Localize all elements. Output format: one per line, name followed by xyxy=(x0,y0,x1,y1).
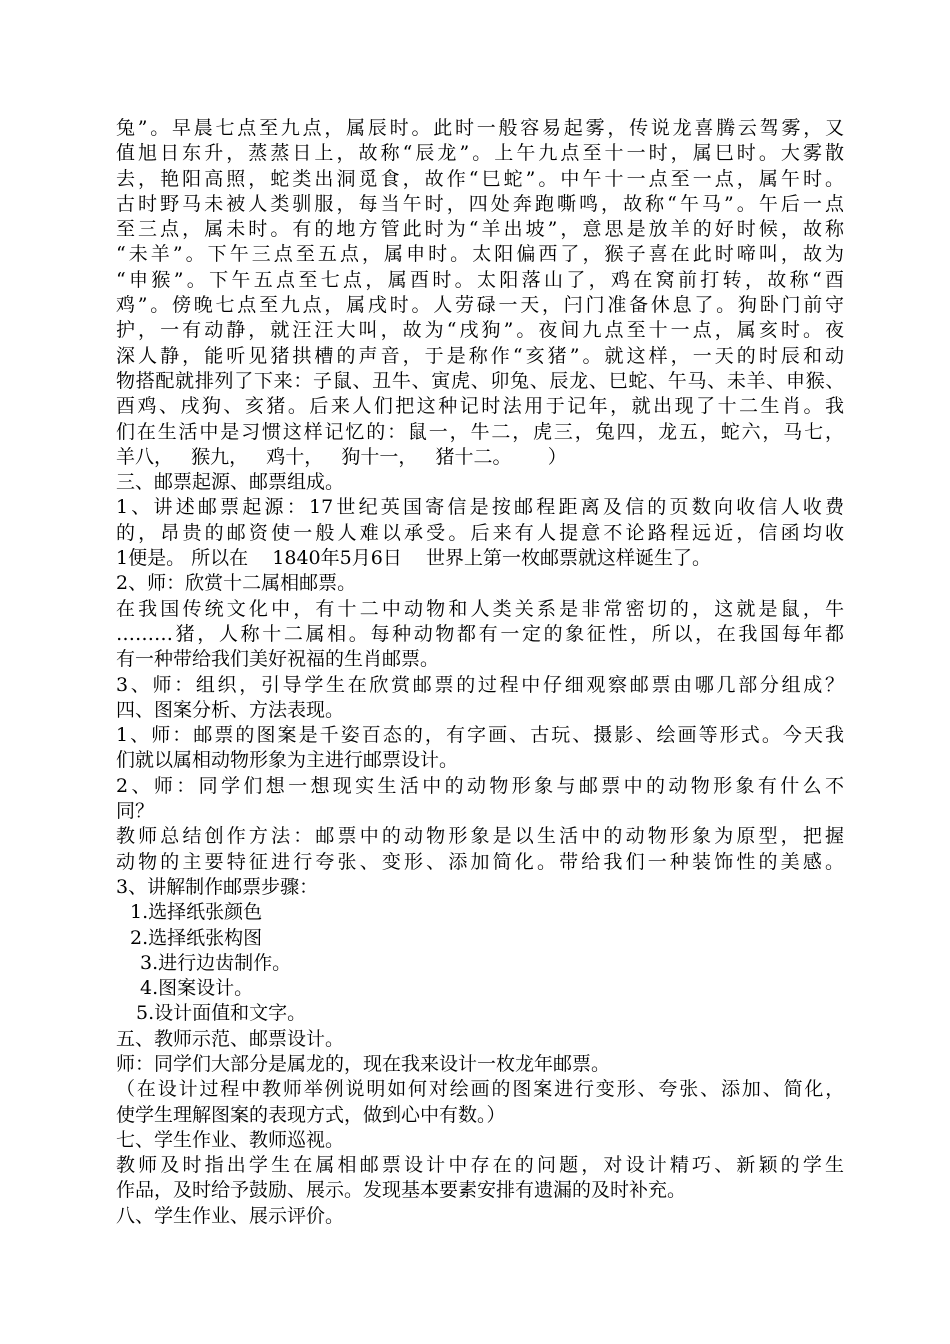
section-heading: 四、图案分析、方法表现。 xyxy=(116,698,345,721)
text-line: 3、师：组织，引导学生在欣赏邮票的过程中仔细观察邮票由哪几部分组成？ xyxy=(116,673,844,696)
text-line: 作品，及时给予鼓励、展示。发现基本要素安排有遗漏的及时补充。 xyxy=(116,1179,687,1202)
text-line: 1、讲述邮票起源：17世纪英国寄信是按邮程距离及信的页数向收信人收费 xyxy=(116,496,844,519)
step-item: 1.选择纸张颜色 xyxy=(130,901,263,924)
text-line: “申猴”。下午五点至七点，属酉时。太阳落山了，鸡在窝前打转，故称“酉 xyxy=(116,268,844,291)
text-line: 在我国传统文化中，有十二中动物和人类关系是非常密切的，这就是鼠，牛 xyxy=(116,597,844,620)
text-line: 们就以属相动物形象为主进行邮票设计。 xyxy=(116,749,459,772)
document-body xyxy=(116,116,844,1229)
text-line: 物搭配就排列了下来：子鼠、丑牛、寅虎、卯兔、辰龙、巳蛇、午马、未羊、申猴、 xyxy=(116,369,844,392)
text-line: 值旭日东升，蒸蒸日上，故称“辰龙”。上午九点至十一时，属巳时。大雾散 xyxy=(116,142,844,165)
text-line: “未羊”。下午三点至五点，属申时。太阳偏西了，猴子喜在此时啼叫，故为 xyxy=(116,243,844,266)
text-line: 兔”。早晨七点至九点，属辰时。此时一般容易起雾，传说龙喜腾云驾雾，又 xyxy=(116,117,844,139)
text-line: 3、讲解制作邮票步骤： xyxy=(116,875,319,898)
text-line: 有一种带给我们美好祝福的生肖邮票。 xyxy=(116,648,440,671)
section-heading: 八、学生作业、展示评价。 xyxy=(116,1204,345,1227)
text-line: 1、师：邮票的图案是千姿百态的，有字画、古玩、摄影、绘画等形式。今天我 xyxy=(116,724,844,747)
text-line: （在设计过程中教师举例说明如何对绘画的图案进行变形、夸张、添加、简化， xyxy=(116,1078,844,1101)
text-line: 2、师：同学们想一想现实生活中的动物形象与邮票中的动物形象有什么不 xyxy=(116,774,844,797)
text-line: 同？ xyxy=(116,800,155,823)
step-item: 4.图案设计。 xyxy=(140,977,254,1000)
text-line: 使学生理解图案的表现方式，做到心中有数。） xyxy=(116,1103,506,1126)
text-line: 酉鸡、戌狗、亥猪。后来人们把这种记时法用于记年，就出现了十二生肖。我 xyxy=(116,395,844,418)
text-line: 古时野马未被人类驯服，每当午时，四处奔跑嘶鸣，故称“午马”。午后一点 xyxy=(116,192,844,215)
text-line: 深人静，能听见猪拱槽的声音，于是称作“亥猪”。就这样，一天的时辰和动 xyxy=(116,344,844,367)
section-heading: 三、邮票起源、邮票组成。 xyxy=(116,471,345,494)
text-line: 鸡”。傍晚七点至九点，属戌时。人劳碌一天，闩门准备休息了。狗卧门前守 xyxy=(116,294,844,317)
text-line: 去，艳阳高照，蛇类出洞觅食，故作“巳蛇”。中午十一点至一点，属午时。 xyxy=(116,167,844,190)
text-line: 至三点，属未时。有的地方管此时为“羊出坡”，意思是放羊的好时候，故称 xyxy=(116,218,844,241)
section-heading: 七、学生作业、教师巡视。 xyxy=(116,1128,345,1151)
text-line: 师：同学们大部分是属龙的，现在我来设计一枚龙年邮票。 xyxy=(116,1052,611,1075)
text-line: 1便是。 所以在 1840年5月6日 世界上第一枚邮票就这样诞生了。 xyxy=(116,547,711,570)
text-line: 的，昂贵的邮资使一般人难以承受。后来有人提意不论路程远近，信函均收 xyxy=(116,521,844,544)
text-line: 护，一有动静，就汪汪大叫，故为“戌狗”。夜间九点至十一点，属亥时。夜 xyxy=(116,319,844,342)
step-item: 5.设计面值和文字。 xyxy=(136,1002,307,1025)
text-line: 教师总结创作方法：邮票中的动物形象是以生活中的动物形象为原型，把握 xyxy=(116,825,844,848)
text-line: 动物的主要特征进行夸张、变形、添加简化。带给我们一种装饰性的美感。 xyxy=(116,850,844,873)
section-heading: 五、教师示范、邮票设计。 xyxy=(116,1027,345,1050)
text-line: 们在生活中是习惯这样记忆的：鼠一，牛二，虎三，兔四，龙五，蛇六，马七， xyxy=(116,420,844,443)
step-item: 3.进行边齿制作。 xyxy=(140,951,292,974)
text-line: 羊八， 猴九， 鸡十， 狗十一， 猪十二。 ） xyxy=(116,445,567,468)
text-line: ………猪，人称十二属相。每种动物都有一定的象征性，所以，在我国每年都 xyxy=(116,622,844,645)
text-line: 教师及时指出学生在属相邮票设计中存在的问题，对设计精巧、新颖的学生 xyxy=(116,1154,844,1177)
step-item: 2.选择纸张构图 xyxy=(130,926,263,949)
text-line: 2、师：欣赏十二属相邮票。 xyxy=(116,572,357,595)
